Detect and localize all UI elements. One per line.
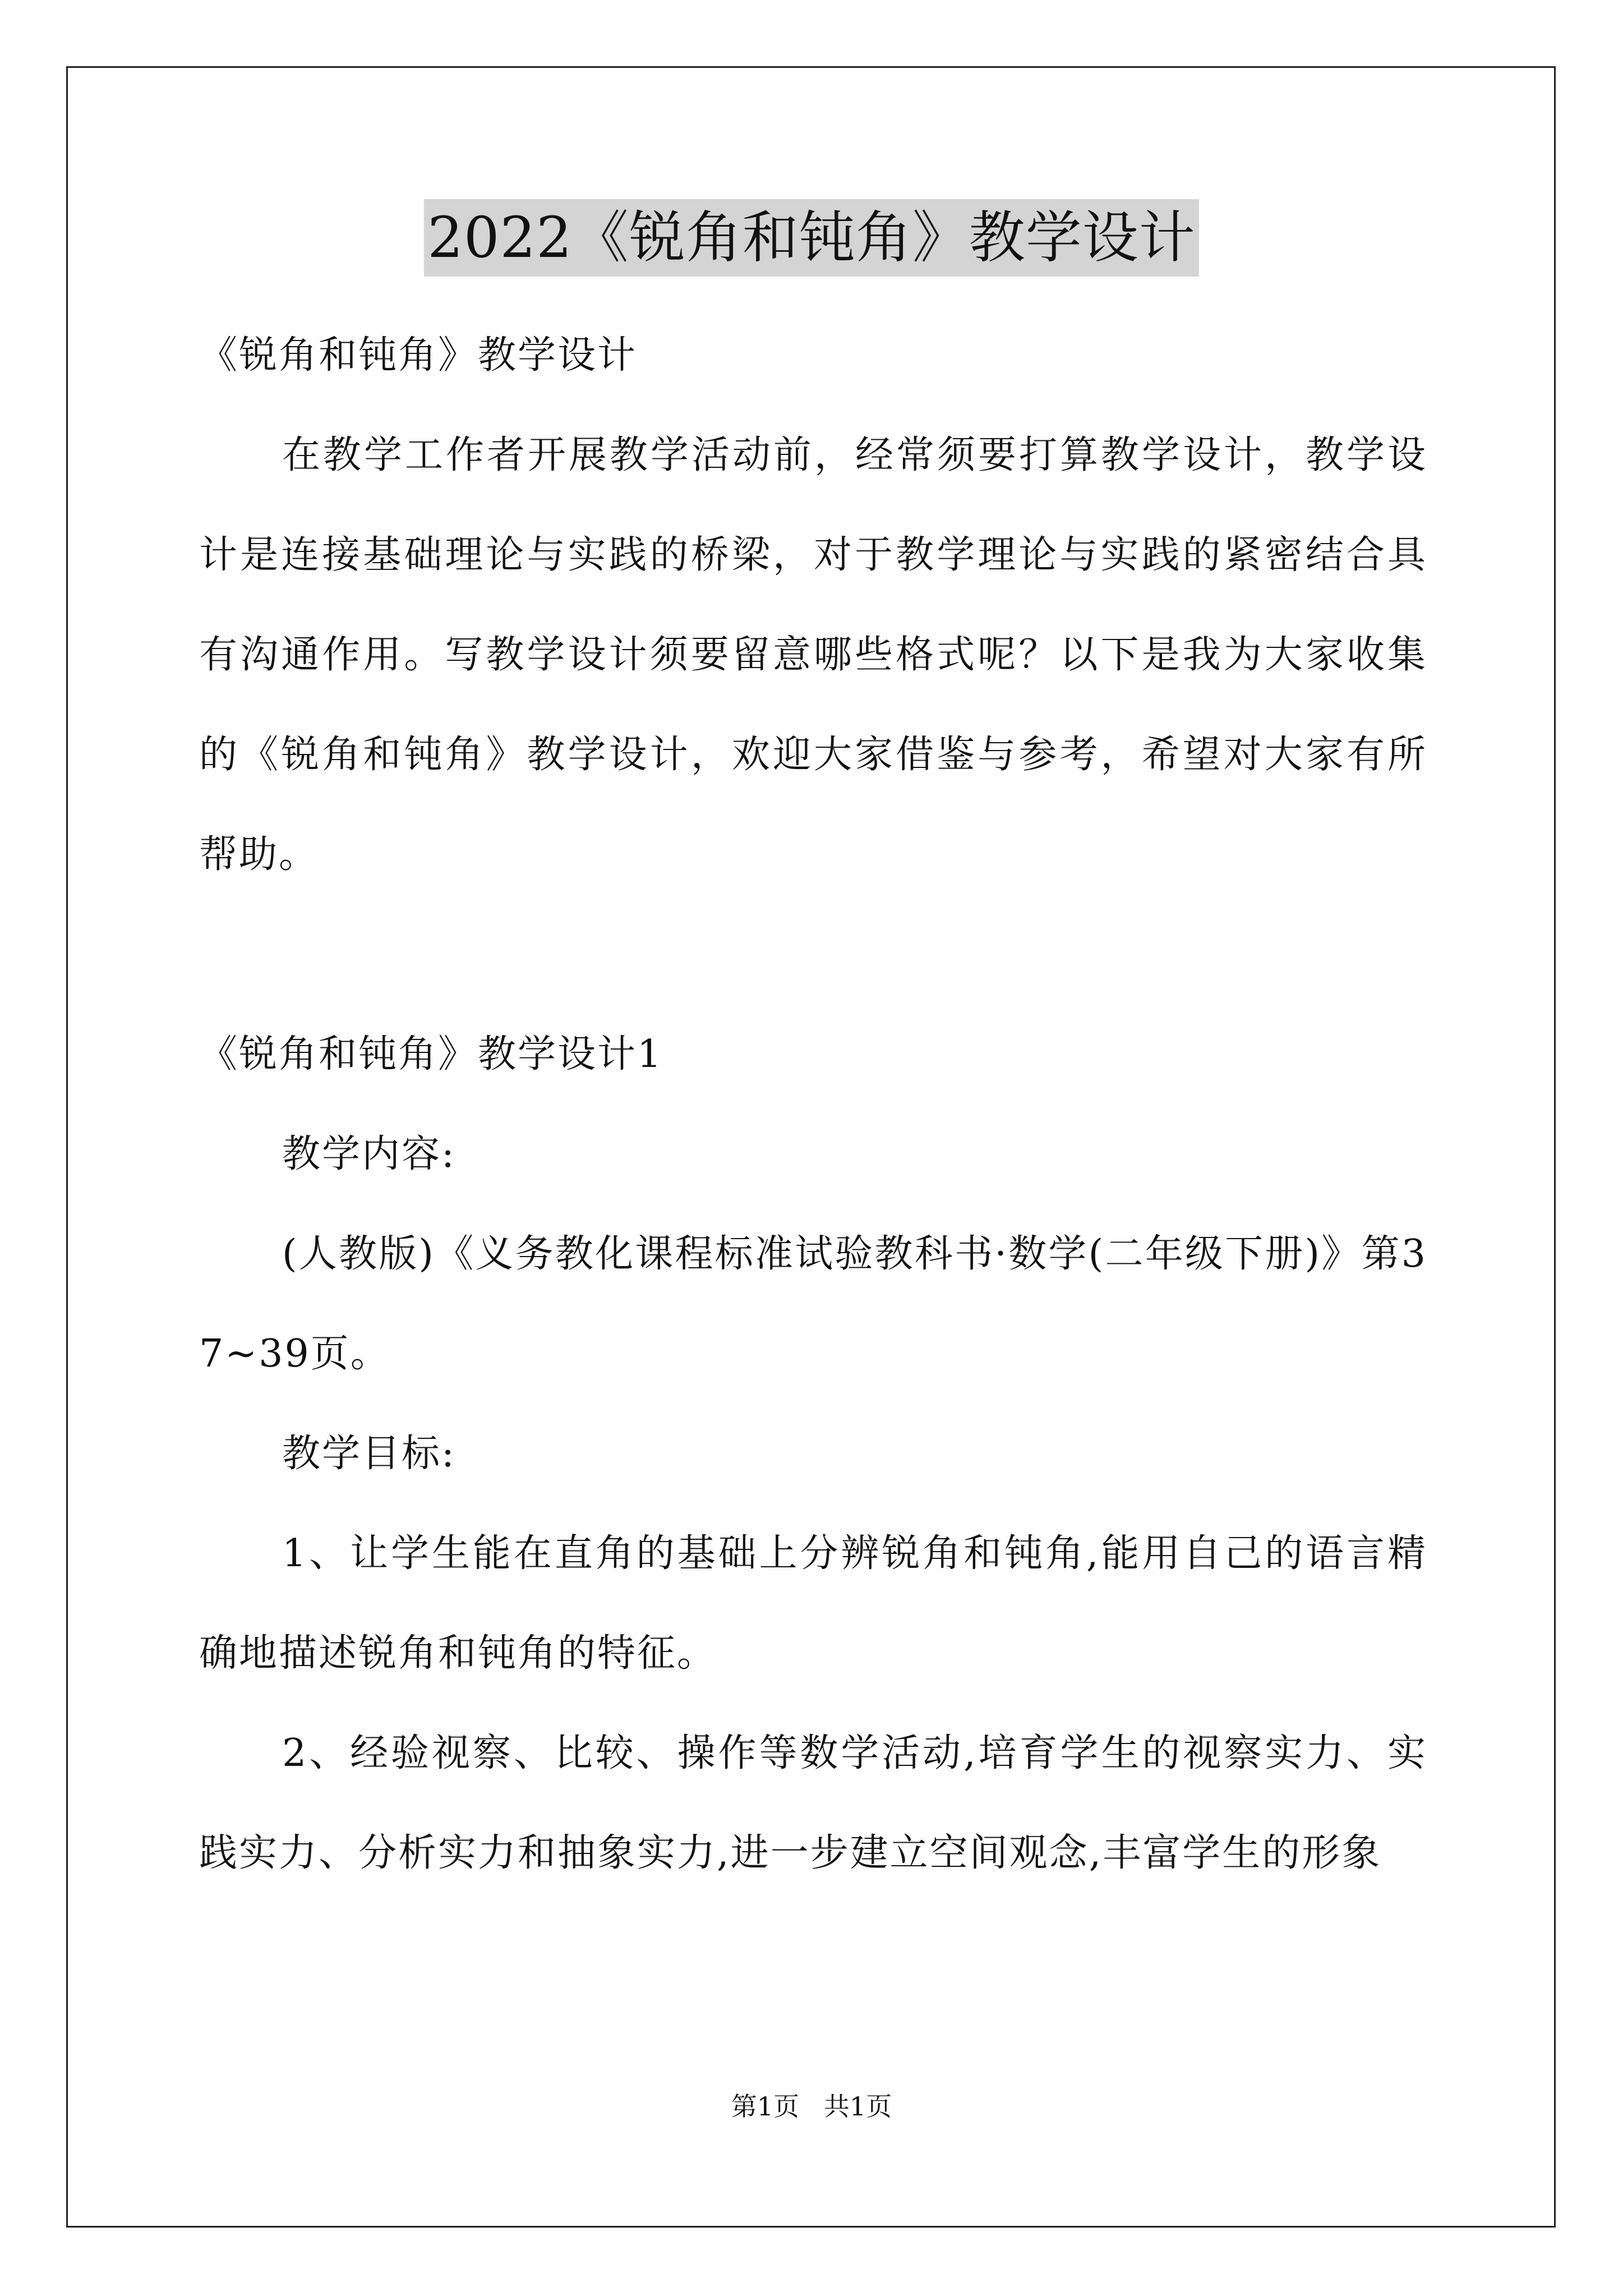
- document-body: [199, 306, 1427, 1903]
- teaching-goals-label: 教学目标:: [282, 1432, 456, 1476]
- section-heading-1: 《锐角和钝角》教学设计1: [199, 1032, 663, 1076]
- section-heading: 《锐角和钝角》教学设计: [199, 333, 638, 378]
- goal-item-1: 1、让学生能在直角的基础上分辨锐角和钝角,能用自己的语言精确地描述锐角和钝角的特征。: [199, 1531, 1427, 1676]
- teaching-content-label: 教学内容:: [282, 1132, 456, 1176]
- goal-item-2: 2、经验视察、比较、操作等数学活动,培育学生的视察实力、实践实力、分析实力和抽象实力,进一步建立空间观念,丰富学生的形象: [199, 1731, 1427, 1875]
- title-area: [0, 199, 1623, 277]
- intro-paragraph: 在教学工作者开展教学活动前，经常须要打算教学设计，教学设计是连接基础理论与实践的桥梁，对于教学理论与实践的紧密结合具有沟通作用。写教学设计须要留意哪些格式呢？以下是我为大家收集的《锐角和钝角》教学设计，欢迎大家借鉴与参考，希望对大家有所帮助。: [199, 433, 1427, 877]
- page-footer: 第1页 共1页: [731, 2091, 892, 2122]
- teaching-content-text: (人教版)《义务教化课程标准试验教科书·数学(二年级下册)》第37~39页。: [199, 1232, 1427, 1376]
- document-title: 2022《锐角和钝角》教学设计: [424, 199, 1199, 277]
